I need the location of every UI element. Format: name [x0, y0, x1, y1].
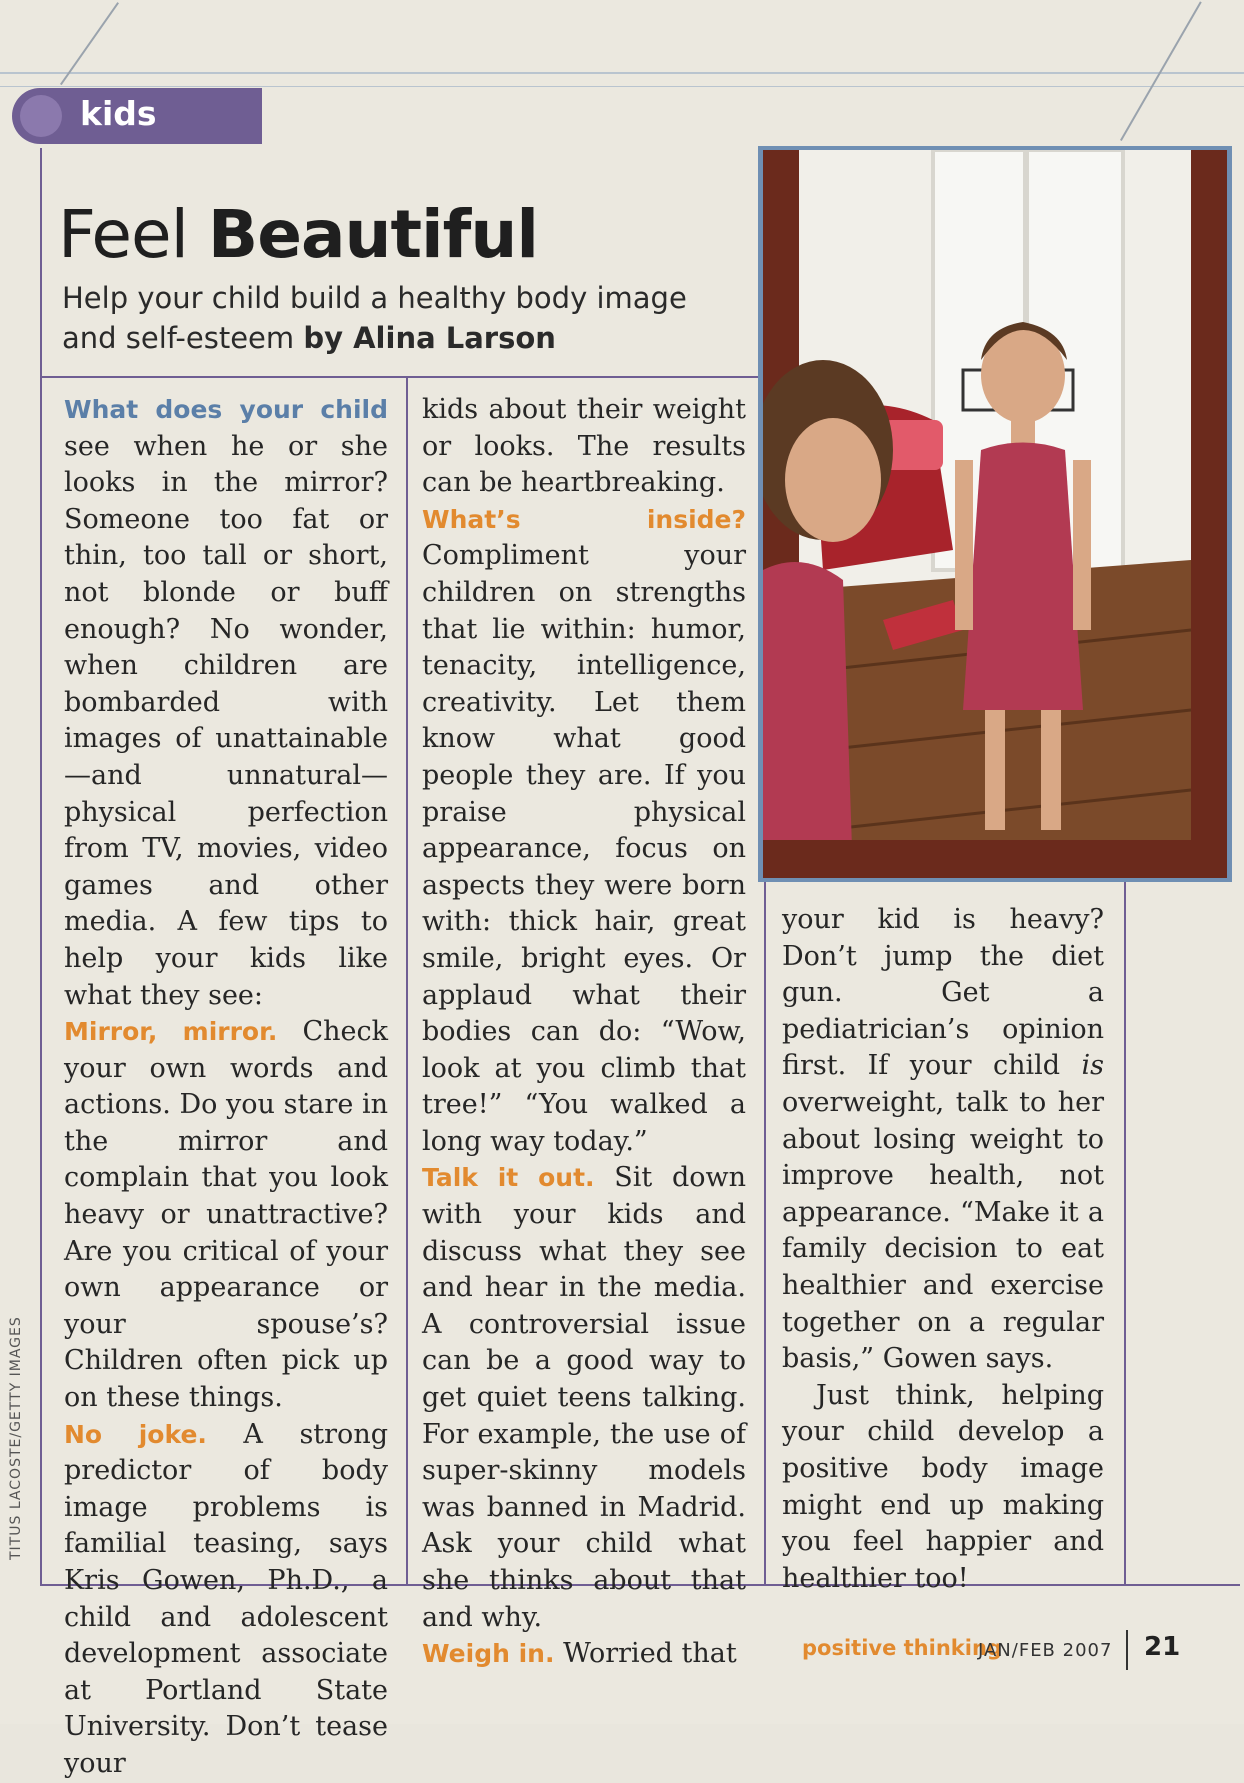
paragraph	[64, 1014, 388, 1417]
footer-date: JAN/FEB 2007	[978, 1640, 1113, 1661]
text-column-2	[422, 392, 746, 1673]
top-guide-line-2	[0, 86, 1244, 87]
byline: by Alina Larson	[303, 321, 556, 355]
text-column-3	[782, 902, 1104, 1597]
paragraph	[782, 1378, 1104, 1598]
emphasis: is	[1081, 1050, 1104, 1082]
keyword-lead: No joke.	[64, 1419, 207, 1449]
keyword-lead: Mirror, mirror.	[64, 1017, 278, 1047]
article-subtitle	[62, 278, 742, 358]
paragraph	[422, 502, 746, 1161]
column-divider-2	[764, 880, 766, 1584]
paragraph-text: A strong predictor of body image problems is familial teasing, says Kris Gowen, Ph.D., a child and adolescent development associate at Portland State University. Don’t tease your	[64, 1418, 388, 1779]
article-title	[58, 196, 538, 273]
keyword-lead: What’s inside?	[422, 504, 746, 534]
paragraph-text: see when he or she looks in the mirror? Someone too fat or thin, too tall or short, not blonde or buff enough? No wonder, when children are bombarded with images of unattainable—and unnatural—physical perfection from TV, movies, video games and other media. A few tips to help your kids like what they see:	[64, 430, 388, 1011]
header-rule	[40, 376, 758, 378]
article-photo	[758, 146, 1232, 882]
title-bold: Beautiful	[207, 196, 538, 273]
paragraph-text: Check your own words and actions. Do you stare in the mirror and complain that you look heavy or unattractive? Are you critical of your own appearance or your spouse’s? Children often pick up on these things.	[64, 1016, 388, 1414]
paragraph	[422, 1636, 746, 1673]
paragraph-text: Just think, helping your child develop a positive body image might end up making you feel happier and healthier too!	[782, 1379, 1104, 1594]
footer-brand: positive thinking	[802, 1636, 1002, 1660]
photo-credit: TITUS LACOSTE/GETTY IMAGES	[8, 1316, 24, 1560]
section-tab-cut	[215, 88, 255, 144]
paragraph	[64, 1417, 388, 1783]
paragraph-text: Worried that	[554, 1638, 737, 1670]
paragraph	[64, 392, 388, 1014]
paragraph	[782, 902, 1104, 1378]
keyword-lead: Weigh in.	[422, 1639, 555, 1669]
keyword-lead: Talk it out.	[422, 1163, 595, 1193]
footer-separator	[1126, 1630, 1128, 1670]
page-number: 21	[1144, 1632, 1181, 1662]
paragraph	[422, 1160, 746, 1636]
paragraph	[422, 392, 746, 502]
paragraph-text: kids about their weight or looks. The results can be heartbreaking.	[422, 394, 746, 499]
section-tab-label: kids	[80, 94, 157, 133]
paragraph-text: your kid is heavy? Don’t jump the diet gun. Get a pediatrician’s opinion first. If your child	[782, 904, 1104, 1082]
section-tab-dot-icon	[20, 95, 62, 137]
column-divider-1	[406, 376, 408, 1584]
paragraph-text: Compliment your children on strengths that lie within: humor, tenacity, intelligence, creativity. Let them know what good people they are. If you praise physical appearance, focus on aspects they were born with: thick hair, great smile, bright eyes. Or applaud what their bodies can do: “Wow, look at you climb that tree!” “You walked a long way today.”	[422, 540, 746, 1157]
subtitle-text: Help your child build a healthy body image and self-esteem	[62, 281, 687, 355]
keyword-lead: What does your child	[64, 395, 388, 424]
column-divider-3	[1124, 880, 1126, 1584]
top-guide-line	[0, 72, 1244, 74]
paragraph-text: overweight, talk to her about losing weight to improve health, not appearance. “Make it a family decision to eat healthier and exercise together on a regular basis,” Gowen says.	[782, 1086, 1104, 1375]
paragraph-text: Sit down with your kids and discuss what they see and hear in the media. A controversial issue can be a good way to get quiet teens talking. For example, the use of super-skinny models was banned in Madrid. Ask your child what she thinks about that and why.	[422, 1162, 746, 1633]
text-column-1	[64, 392, 388, 1783]
title-light: Feel	[58, 196, 188, 273]
photo-illustration	[763, 150, 1227, 878]
